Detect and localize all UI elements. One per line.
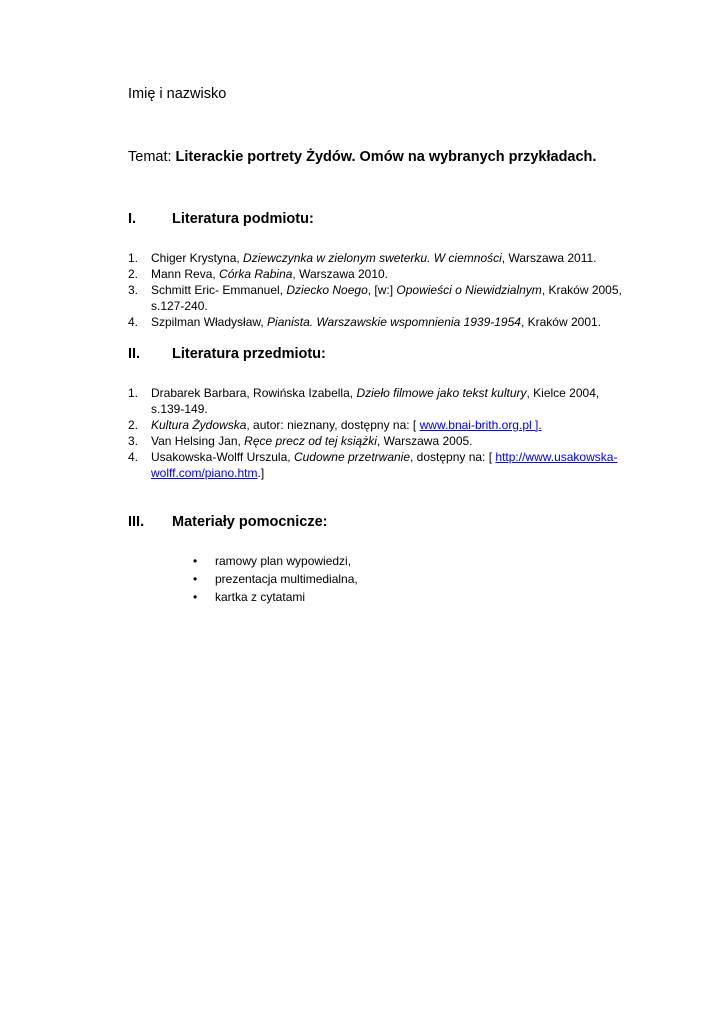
list-item: [128, 250, 633, 266]
list-item: [192, 588, 358, 606]
item-number: 3.: [128, 283, 139, 297]
item-title: Cudowne przetrwanie: [293, 450, 410, 464]
list-item: [128, 314, 633, 330]
bnai-brith-link[interactable]: www.bnai-brith.org.pl ].: [419, 418, 542, 432]
item-text: ramowy plan wypowiedzi,: [215, 554, 352, 568]
item-number: 2.: [128, 418, 139, 432]
item-availability: , dostępny na: [: [410, 450, 496, 464]
item-number: 4.: [128, 450, 139, 464]
bullet-icon: •: [193, 590, 198, 604]
list-item: [192, 570, 358, 588]
item-publication: , Warszawa 2010.: [292, 267, 389, 281]
item-author: Mann Reva,: [151, 267, 220, 281]
topic-line: [128, 149, 596, 165]
item-in-label: , [w:]: [367, 283, 397, 297]
primary-literature-list: [128, 250, 633, 330]
topic-title: Literackie portrety Żydów. Omów na wybranych przykładach.: [175, 149, 597, 165]
section-3-number: III.: [128, 514, 145, 530]
item-number: 2.: [128, 267, 139, 281]
item-publication: , Warszawa 2005.: [376, 434, 473, 448]
section-2-number: II.: [128, 346, 141, 362]
secondary-literature-list: [128, 385, 633, 481]
list-item: [192, 552, 358, 570]
item-author: Chiger Krystyna,: [151, 251, 244, 265]
section-3-heading: [128, 514, 328, 530]
item-publication: , Kraków 2001.: [520, 315, 602, 329]
topic-label: Temat:: [128, 149, 176, 165]
item-number: 1.: [128, 251, 139, 265]
section-3-title: Materiały pomocnicze:: [172, 514, 328, 530]
item-author: Usakowska-Wolff Urszula,: [151, 450, 294, 464]
item-author: Drabarek Barbara, Rowińska Izabella,: [151, 386, 357, 400]
item-publication: , Kielce 2004, s.139-149.: [151, 386, 600, 416]
section-1-title: Literatura podmiotu:: [172, 211, 314, 227]
item-number: 1.: [128, 386, 139, 400]
item-title: Dziewczynka w zielonym sweterku. W ciemności: [243, 251, 502, 265]
item-collection-title: Opowieści o Niewidzialnym: [396, 283, 542, 297]
materials-list: [192, 552, 358, 606]
item-title: Kultura Żydowska: [151, 418, 247, 432]
item-text: prezentacja multimedialna,: [215, 572, 358, 586]
item-title: Dziecko Noego: [286, 283, 368, 297]
section-1-number: I.: [128, 211, 137, 227]
item-author: Szpilman Władysław,: [151, 315, 268, 329]
item-title: Córka Rabina: [219, 267, 293, 281]
item-number: 3.: [128, 434, 139, 448]
list-item: [128, 433, 633, 449]
item-author: Schmitt Eric- Emmanuel,: [151, 283, 287, 297]
item-title: Dzieło filmowe jako tekst kultury: [356, 386, 527, 400]
item-title: Pianista. Warszawskie wspomnienia 1939-1954: [267, 315, 521, 329]
list-item: [128, 282, 633, 314]
section-2-heading: [128, 346, 326, 362]
usakowska-wolff-link[interactable]: http://www.usakowska-wolff.com/piano.htm: [151, 450, 618, 480]
section-2-title: Literatura przedmiotu:: [172, 346, 326, 362]
item-publication: , Kraków 2005, s.127-240.: [151, 283, 622, 313]
item-availability: , autor: nieznany, dostępny na: [: [246, 418, 420, 432]
item-number: 4.: [128, 315, 139, 329]
item-text: kartka z cytatami: [215, 590, 306, 604]
bullet-icon: •: [193, 554, 198, 568]
student-name-line: Imię i nazwisko: [128, 86, 227, 102]
section-1-heading: [128, 211, 314, 227]
item-closing-bracket: .]: [257, 466, 265, 480]
list-item: [128, 385, 633, 417]
item-publication: , Warszawa 2011.: [501, 251, 597, 265]
item-title: Ręce precz od tej książki: [244, 434, 377, 448]
bullet-icon: •: [193, 572, 198, 586]
item-author: Van Helsing Jan,: [151, 434, 245, 448]
list-item: [128, 266, 633, 282]
list-item: [128, 449, 633, 481]
list-item: [128, 417, 633, 433]
